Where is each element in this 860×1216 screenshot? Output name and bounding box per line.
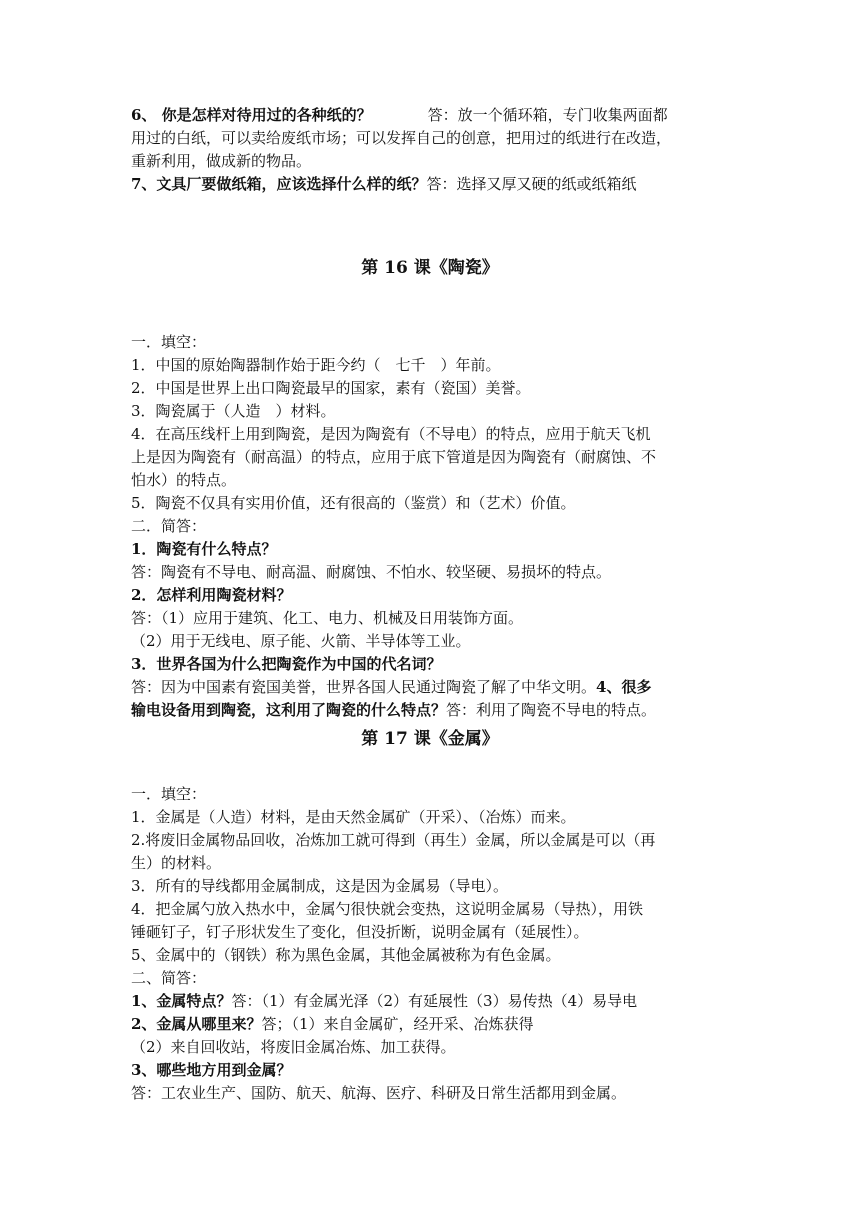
lesson-16-short-heading: 二．简答： xyxy=(131,517,207,535)
lesson-16-title: 第 16 课《陶瓷》 xyxy=(361,258,499,278)
lesson-16-fill-3: 3．陶瓷属于（人造 ）材料。 xyxy=(131,402,336,420)
lesson-16-short-4-answer: 答：利用了陶瓷不导电的特点。 xyxy=(446,701,657,719)
question-7-line xyxy=(131,173,731,195)
lesson-16-fill-4c: 怕水）的特点。 xyxy=(131,471,237,489)
question-7-answer: 答：选择又厚又硬的纸或纸箱纸 xyxy=(426,175,637,193)
lesson-16-fill-4b: 上是因为陶瓷有（耐高温）的特点，应用于底下管道是因为陶瓷有（耐腐蚀、不 xyxy=(131,448,657,466)
lesson-17-fill-heading: 一．填空： xyxy=(131,785,207,803)
question-6-answer: 答：放一个循环箱，专门收集两面都 xyxy=(427,106,668,124)
lesson-16-short-2-question: 2．怎样利用陶瓷材料？ xyxy=(131,586,292,604)
lesson-17-short-2-line xyxy=(131,1013,731,1035)
question-6-line xyxy=(131,104,731,126)
lesson-16-short-3-question: 3．世界各国为什么把陶瓷作为中国的代名词？ xyxy=(131,655,442,673)
lesson-17-short-2-answer-2: （2）来自回收站，将废旧金属冶炼、加工获得。 xyxy=(131,1038,456,1056)
lesson-17-short-3-question: 3、哪些地方用到金属？ xyxy=(131,1061,292,1079)
lesson-17-fill-4b: 锤砸钉子，钉子形状发生了变化，但没折断，说明金属有（延展性）。 xyxy=(131,923,589,941)
question-6: 6、 你是怎样对待用过的各种纸的？ xyxy=(131,106,372,124)
lesson-16-short-2-answer-2: （2）用于无线电、原子能、火箭、半导体等工业。 xyxy=(131,632,471,650)
lesson-16-short-1-answer: 答：陶瓷有不导电、耐高温、耐腐蚀、不怕水、较坚硬、易损坏的特点。 xyxy=(131,563,612,581)
lesson-16-fill-5: 5．陶瓷不仅具有实用价值，还有很高的（鉴赏）和（艺术）价值。 xyxy=(131,494,576,512)
lesson-17-short-2-answer-1: 答；（1）来自金属矿，经开采、冶炼获得 xyxy=(261,1015,534,1033)
lesson-16-short-1-question: 1．陶瓷有什么特点？ xyxy=(131,540,277,558)
lesson-17-short-heading: 二、简答： xyxy=(131,969,207,987)
lesson-17-short-2-question: 2、金属从哪里来？ xyxy=(131,1015,262,1033)
question-6-answer-line-2: 用过的白纸，可以卖给废纸市场；可以发挥自己的创意，把用过的纸进行在改造， xyxy=(131,129,672,147)
lesson-17-fill-3: 3．所有的导线都用金属制成，这是因为金属易（导电）。 xyxy=(131,877,509,895)
lesson-17-fill-2a: 2.将废旧金属物品回收，冶炼加工就可得到（再生）金属，所以金属是可以（再 xyxy=(131,831,656,849)
lesson-17-title: 第 17 课《金属》 xyxy=(361,729,499,749)
lesson-16-short-4-question: 输电设备用到陶瓷，这利用了陶瓷的什么特点？ xyxy=(131,701,447,719)
lesson-17-fill-1: 1．金属是（人造）材料，是由天然金属矿（开采）、（冶炼）而来。 xyxy=(131,808,576,826)
lesson-17-short-3-answer: 答：工农业生产、国防、航天、航海、医疗、科研及日常生活都用到金属。 xyxy=(131,1084,627,1102)
lesson-16-fill-1: 1．中国的原始陶器制作始于距今约（ 七千 ）年前。 xyxy=(131,356,501,374)
lesson-17-fill-2b: 生）的材料。 xyxy=(131,854,222,872)
lesson-16-short-3-answer: 答：因为中国素有瓷国美誉，世界各国人民通过陶瓷了解了中华文明。 xyxy=(131,678,597,696)
lesson-16-short-3-answer-line xyxy=(131,676,731,698)
lesson-17-fill-5: 5、金属中的（钢铁）称为黑色金属，其他金属被称为有色金属。 xyxy=(131,946,561,964)
lesson-17-fill-4a: 4．把金属勺放入热水中，金属勺很快就会变热，这说明金属易（导热），用铁 xyxy=(131,900,644,918)
question-7: 7、文具厂要做纸箱，应该选择什么样的纸？ xyxy=(131,175,427,193)
lesson-16-short-2-answer-1: 答：（1）应用于建筑、化工、电力、机械及日用装饰方面。 xyxy=(131,609,524,627)
lesson-16-short-4-question-start: 4、很多 xyxy=(596,678,652,696)
lesson-17-short-1-question: 1、金属特点？ xyxy=(131,992,232,1010)
lesson-16-fill-2: 2．中国是世界上出口陶瓷最早的国家，素有（瓷国）美誉。 xyxy=(131,379,531,397)
lesson-16-fill-heading: 一．填空： xyxy=(131,333,207,351)
lesson-17-short-1-answer: 答：（1）有金属光泽（2）有延展性（3）易传热（4）易导电 xyxy=(231,992,638,1010)
lesson-16-short-4-line xyxy=(131,699,731,721)
lesson-17-short-1-line xyxy=(131,990,731,1012)
question-6-answer-line-3: 重新利用，做成新的物品。 xyxy=(131,152,312,170)
lesson-16-fill-4a: 4．在高压线杆上用到陶瓷，是因为陶瓷有（不导电）的特点，应用于航天飞机 xyxy=(131,425,651,443)
